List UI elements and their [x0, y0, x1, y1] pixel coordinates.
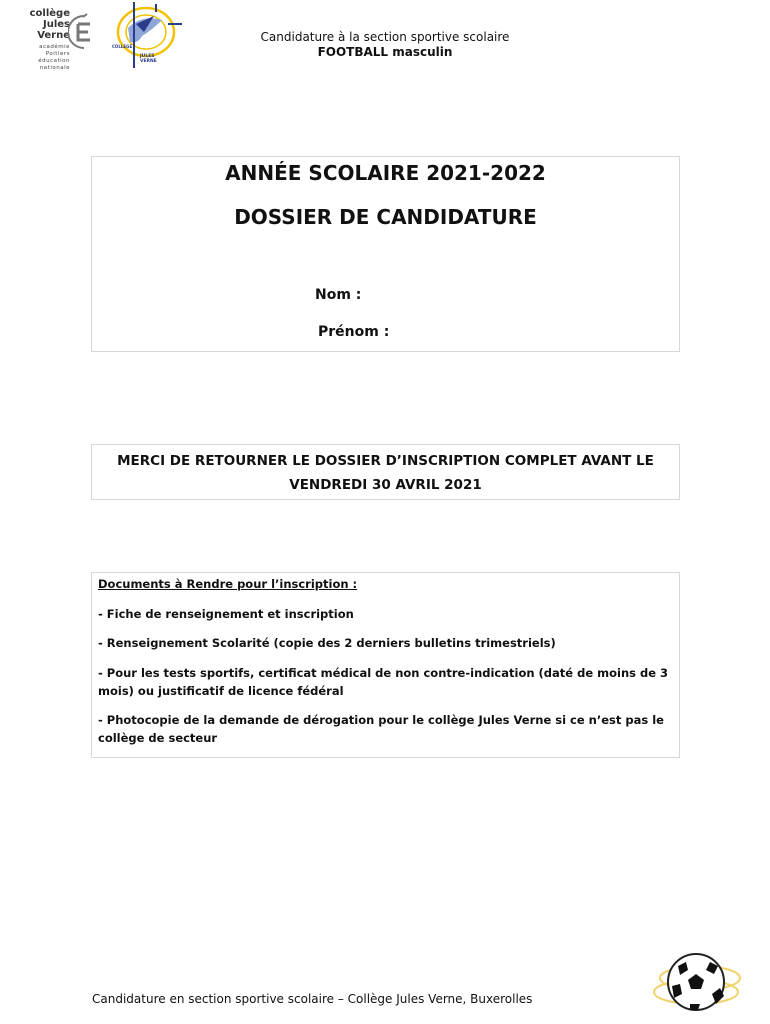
college-logo-text [10, 8, 70, 41]
academy-line-2: Poitiers [45, 51, 70, 57]
nom-label: Nom : [315, 287, 362, 303]
document-item: - Fiche de renseignement et inscription [98, 607, 354, 621]
document-item: - Photocopie de la demande de dérogation pour le collège Jules Verne si ce n’est pas le collège de secteur [98, 713, 664, 745]
jules-verne-badge-logo [108, 2, 190, 68]
e-circle-icon [68, 12, 100, 52]
page-header [200, 30, 570, 60]
academy-line-4: nationale [39, 65, 70, 71]
prenom-label: Prénom : [318, 324, 390, 340]
badge-name: JULES VERNE [140, 54, 157, 64]
title-box [91, 156, 680, 352]
college-logo-line-1: collège [29, 8, 70, 19]
deadline-notice: MERCI DE RETOURNER LE DOSSIER D’INSCRIPTION COMPLET AVANT LE VENDREDI 30 AVRIL 2021 [117, 453, 654, 493]
document-item: - Renseignement Scolarité (copie des 2 derniers bulletins trimestriels) [98, 636, 556, 650]
header-line-2: FOOTBALL masculin [317, 45, 453, 59]
badge-label: COLLEGE [112, 44, 133, 49]
dossier-title: DOSSIER DE CANDIDATURE [234, 205, 537, 229]
header-line-1: Candidature à la section sportive scolaire [260, 30, 510, 44]
documents-heading: Documents à Rendre pour l’inscription : [98, 577, 358, 591]
document-item: - Pour les tests sportifs, certificat médical de non contre-indication (daté de moins de 3 mois) ou justificatif de licence fédéral [98, 666, 669, 698]
academy-line-3: éducation [38, 58, 70, 64]
documents-box [91, 572, 680, 758]
academy-text [30, 44, 70, 72]
academy-line-1: académie [39, 44, 70, 50]
college-logo-line-2: Jules Verne [37, 19, 70, 41]
notice-box [91, 444, 680, 500]
soccer-ball-icon [650, 948, 742, 1018]
school-year-title: ANNÉE SCOLAIRE 2021-2022 [225, 161, 546, 185]
page-footer: Candidature en section sportive scolaire – Collège Jules Verne, Buxerolles [92, 992, 533, 1006]
college-logo [10, 8, 95, 88]
